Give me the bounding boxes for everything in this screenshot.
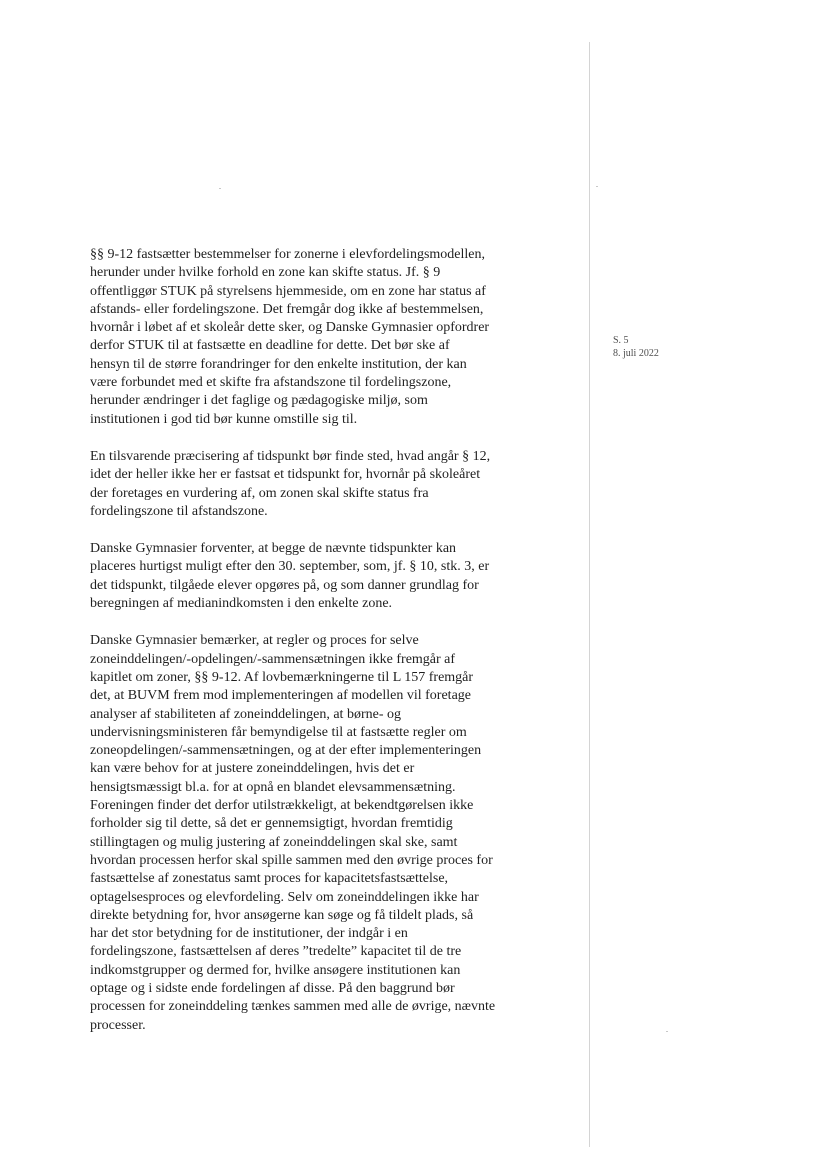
text-line: offentliggør STUK på styrelsens hjemmeside, om en zone har status af xyxy=(90,283,486,299)
text-line: En tilsvarende præcisering af tidspunkt bør finde sted, hvad angår § 12, xyxy=(90,448,491,464)
document-date: 8. juli 2022 xyxy=(613,348,659,359)
text-line: Danske Gymnasier bemærker, at regler og proces for selve xyxy=(90,633,419,649)
text-line: optagelsesproces og elevfordeling. Selv om zoneinddelingen ikke har xyxy=(90,889,479,905)
text-line: processer. xyxy=(90,1017,146,1033)
text-line: undervisningsministeren får bemyndigelse til at fastsætte regler om xyxy=(90,724,467,740)
paragraph-timing-expectation xyxy=(90,540,578,613)
scan-speck xyxy=(596,186,598,187)
text-line: zoneinddelingen/-opdelingen/-sammensætningen ikke fremgår af xyxy=(90,651,456,667)
text-line: fastsættelse af zonestatus samt proces for kapacitetsfastsættelse, xyxy=(90,871,449,887)
text-line: kapitlet om zoner, §§ 9-12. Af lovbemærkningerne til L 157 fremgår xyxy=(90,669,474,685)
text-line: forholder sig til dette, så det er gennemsigtigt, hvordan fremtidig xyxy=(90,816,453,832)
text-line: §§ 9-12 fastsætter bestemmelser for zonerne i elevfordelingsmodellen, xyxy=(90,247,485,262)
scan-speck xyxy=(666,1031,668,1032)
text-line: herunder under hvilke forhold en zone kan skifte status. Jf. § 9 xyxy=(90,265,441,281)
text-line: hensyn til de større forandringer for den enkelte institution, der kan xyxy=(90,356,467,372)
text-line: det, at BUVM frem mod implementeringen af modellen vil foretage xyxy=(90,688,471,704)
text-line: herunder ændringer i det faglige og pædagogiske miljø, som xyxy=(90,393,428,409)
text-line: stillingtagen og mulig justering af zoneinddelingen skal ske, samt xyxy=(90,834,458,850)
text-line: Danske Gymnasier forventer, at begge de nævnte tidspunkter kan xyxy=(90,541,457,557)
paragraph-section-12 xyxy=(90,448,578,521)
text-line: beregningen af medianindkomsten i den enkelte zone. xyxy=(90,596,393,612)
text-line: zoneopdelingen/-sammensætningen, og at der efter implementeringen xyxy=(90,743,482,759)
text-line: optage og i sidste ende fordelingen af disse. På den baggrund bør xyxy=(90,980,455,996)
text-line: placeres hurtigst muligt efter den 30. september, som, jf. § 10, stk. 3, er xyxy=(90,559,490,575)
text-line: hvordan processen herfor skal spille sammen med den øvrige proces for xyxy=(90,852,493,868)
body-text xyxy=(90,246,578,1054)
text-line: afstands- eller fordelingszone. Det fremgår dog ikke af bestemmelsen, xyxy=(90,301,484,317)
text-line: fordelingszone, fastsættelsen af deres ”tredelte” kapacitet til de tre xyxy=(90,944,462,960)
text-line: analyser af stabiliteten af zoneinddelingen, at børne- og xyxy=(90,706,401,722)
text-line: hvornår i løbet af et skoleår dette sker, og Danske Gymnasier opfordrer xyxy=(90,320,490,336)
text-line: fordelingszone til afstandszone. xyxy=(90,503,268,519)
text-line: hensigtsmæssigt bl.a. for at opnå en blandet elevsammensætning. xyxy=(90,779,456,795)
text-line: kan være behov for at justere zoneinddelingen, hvis det er xyxy=(90,761,415,777)
text-line: institutionen i god tid bør kunne omstille sig til. xyxy=(90,411,358,427)
text-line: der foretages en vurdering af, om zonen skal skifte status fra xyxy=(90,485,429,501)
text-line: idet der heller ikke her er fastsat et tidspunkt for, hvornår på skoleåret xyxy=(90,467,481,483)
text-line: processen for zoneinddeling tænkes sammen med alle de øvrige, nævnte xyxy=(90,999,496,1015)
paragraph-zone-division-process xyxy=(90,632,578,1035)
text-line: indkomstgrupper og dermed for, hvilke ansøgere institutionen kan xyxy=(90,962,461,978)
text-line: direkte betydning for, hvor ansøgerne kan søge og få tildelt plads, så xyxy=(90,907,474,923)
paragraph-zone-status-deadline xyxy=(90,246,578,429)
margin-note xyxy=(613,334,659,360)
page-number: S. 5 xyxy=(613,335,629,346)
margin-divider-line xyxy=(589,42,590,1147)
text-line: det tidspunkt, tilgåede elever opgøres på, og som danner grundlag for xyxy=(90,577,479,593)
text-line: har det stor betydning for de institutioner, der indgår i en xyxy=(90,926,408,942)
scan-speck xyxy=(219,188,221,189)
text-line: Foreningen finder det derfor utilstrækkeligt, at bekendtgørelsen ikke xyxy=(90,798,474,814)
text-line: være forbundet med et skifte fra afstandszone til fordelingszone, xyxy=(90,375,452,391)
text-line: derfor STUK til at fastsætte en deadline for dette. Det bør ske af xyxy=(90,338,450,354)
